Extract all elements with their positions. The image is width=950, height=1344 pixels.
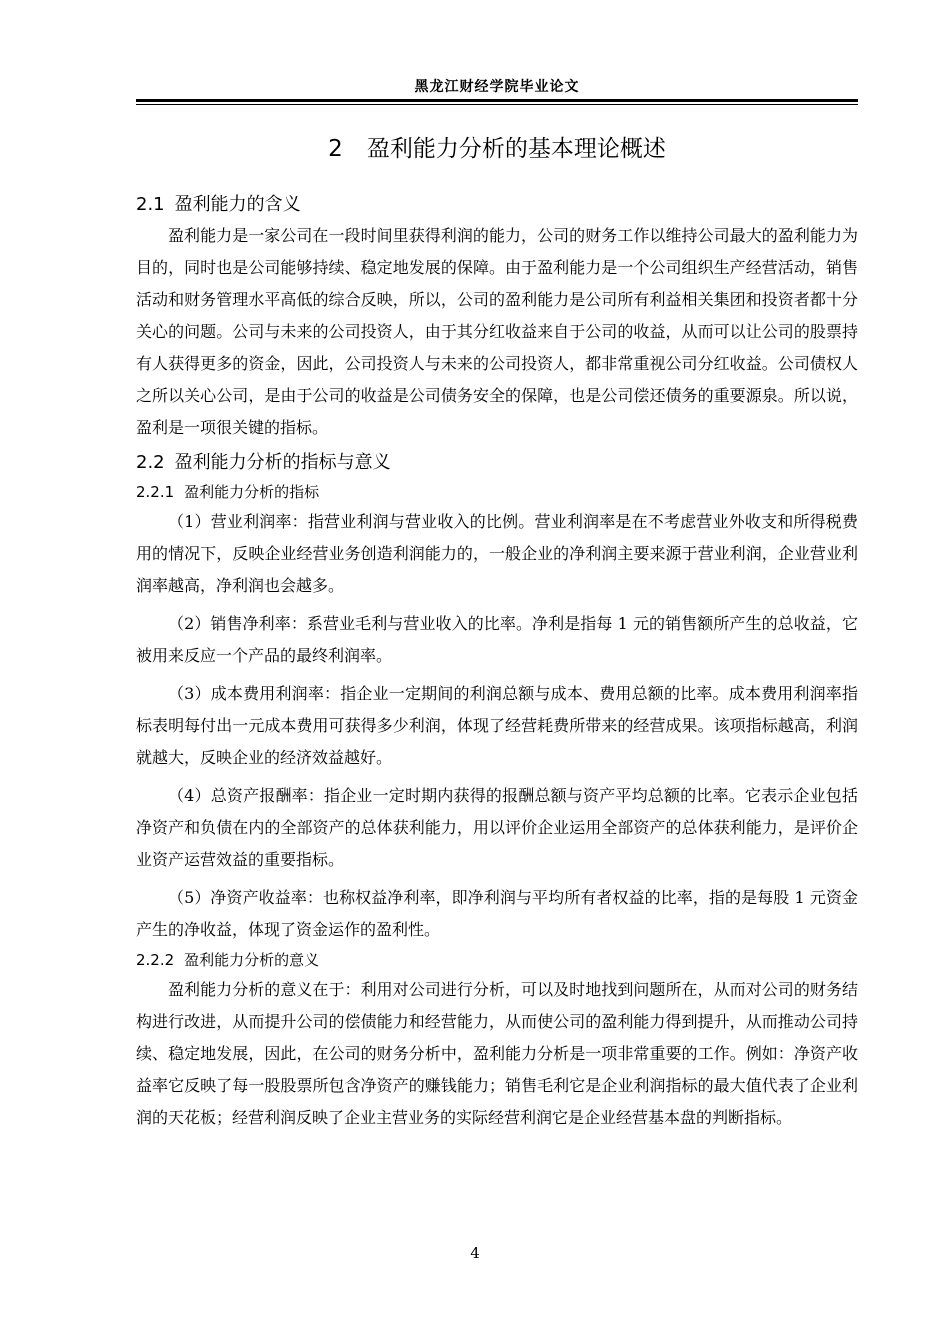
section-title: 盈利能力分析的指标与意义 [174,452,391,473]
significance-paragraph: 盈利能力分析的意义在于：利用对公司进行分析，可以及时地找到问题所在，从而对公司的财务结构进行改进，从而提升公司的偿债能力和经营能力，从而使公司的盈利能力得到提升，从而推动公司持续、稳定地发展，因此，在公司的财务分析中，盈利能力分析是一项非常重要的工作。例如：净资产收益率它反映了每一股股票所包含净资产的赚钱能力；销售毛利它是企业利润指标的最大值代表了企业利润的天花板；经营利润反映了企业主营业务的实际经营利润它是企业经营基本盘的判断指标。 [136,980,858,1127]
subsection-title: 盈利能力分析的指标 [184,483,320,501]
subsection-heading-2-2-1 [136,478,858,506]
chapter-title [136,134,858,164]
subsection-title: 盈利能力分析的意义 [184,951,320,969]
chapter-number: 2 [328,136,343,162]
section-heading-2-2 [136,448,858,478]
indicator-paragraph-5: （5）净资产收益率：也称权益净利率，即净利润与平均所有者权益的比率，指的是每股 1 元资金产生的净收益，体现了资金运作的盈利性。 [136,888,858,939]
indicator-paragraph-2: （2）销售净利率：系营业毛利与营业收入的比率。净利是指每 1 元的销售额所产生的总收益，它被用来反应一个产品的最终利润率。 [136,614,858,665]
page-number: 4 [470,1244,480,1262]
subsection-heading-2-2-2 [136,946,858,974]
page-body [136,128,858,1134]
chapter-title-text: 盈利能力分析的基本理论概述 [366,136,666,162]
header-rule-thin [136,104,858,105]
section-title: 盈利能力的含义 [174,194,301,215]
indicator-paragraph-1: （1）营业利润率：指营业利润与营业收入的比例。营业利润率是在不考虑营业外收支和所得税费用的情况下，反映企业经营业务创造利润能力的，一般企业的净利润主要来源于营业利润，企业营业利润率越高，净利润也会越多。 [136,512,858,595]
running-header: 黑龙江财经学院毕业论文 [414,79,580,95]
indicator-paragraph-4: （4）总资产报酬率：指企业一定时期内获得的报酬总额与资产平均总额的比率。它表示企业包括净资产和负债在内的全部资产的总体获利能力，用以评价企业运用全部资产的总体获利能力，是评价企业资产运营效益的重要指标。 [136,786,858,869]
section-number: 2.2 [136,452,165,473]
subsection-number: 2.2.2 [136,951,175,969]
indicator-paragraph-3: （3）成本费用利润率：指企业一定期间的利润总额与成本、费用总额的比率。成本费用利润率指标表明每付出一元成本费用可获得多少利润，体现了经营耗费所带来的经营成果。该项指标越高，利润就越大，反映企业的经济效益越好。 [136,684,858,767]
section-number: 2.1 [136,194,165,215]
paragraph-meaning: 盈利能力是一家公司在一段时间里获得利润的能力，公司的财务工作以维持公司最大的盈利能力为目的，同时也是公司能够持续、稳定地发展的保障。由于盈利能力是一个公司组织生产经营活动，销售活动和财务管理水平高低的综合反映，所以，公司的盈利能力是公司所有利益相关集团和投资者都十分关心的问题。公司与未来的公司投资人，由于其分红收益来自于公司的收益，从而可以让公司的股票持有人获得更多的资金，因此，公司投资人与未来的公司投资人，都非常重视公司分红收益。公司债权人之所以关心公司，是由于公司的收益是公司债务安全的保障，也是公司偿还债务的重要源泉。所以说，盈利是一项很关键的指标。 [136,226,858,437]
section-heading-2-1 [136,190,858,220]
header-rule-thick [136,99,858,102]
subsection-number: 2.2.1 [136,483,175,501]
